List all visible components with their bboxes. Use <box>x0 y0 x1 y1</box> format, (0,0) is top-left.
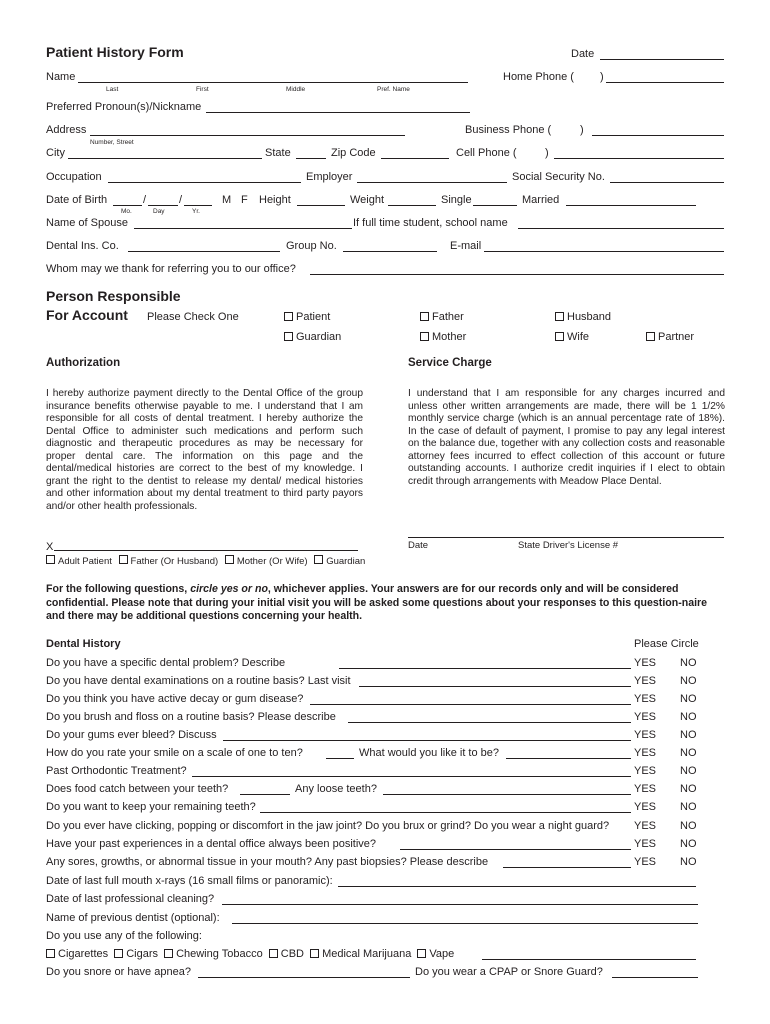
dob-slash-2: / <box>179 194 183 206</box>
employer-label: Employer <box>306 171 353 183</box>
no-option[interactable]: NO <box>680 765 697 777</box>
no-option[interactable]: NO <box>680 657 697 669</box>
yes-option[interactable]: YES <box>634 657 657 669</box>
question-text: How do you rate your smile on a scale of one to ten? <box>46 747 303 759</box>
spouse-field[interactable] <box>134 218 352 229</box>
no-option[interactable]: NO <box>680 675 697 687</box>
sex-m-option[interactable]: M <box>222 194 232 206</box>
page-title: Patient History Form <box>46 44 184 60</box>
instructions-text <box>46 583 727 624</box>
answer-field[interactable] <box>400 839 631 850</box>
snore-field[interactable] <box>198 967 410 978</box>
referral-field[interactable] <box>310 264 724 275</box>
option-label: Guardian <box>296 331 342 343</box>
cell-phone-label: Cell Phone ( <box>456 147 517 159</box>
option-label: Adult Patient <box>58 555 112 567</box>
caption-last: Last <box>106 86 119 93</box>
question-text: Do you want to keep your remaining teeth? <box>46 801 256 813</box>
no-option[interactable]: NO <box>680 856 697 868</box>
answer-field[interactable] <box>260 802 631 813</box>
option-label: Patient <box>296 311 331 323</box>
checkbox-icon <box>225 555 234 564</box>
employer-field[interactable] <box>357 172 507 183</box>
pronouns-label: Preferred Pronoun(s)/Nickname <box>46 101 202 113</box>
group-label: Group No. <box>286 240 337 252</box>
question-row <box>46 783 726 797</box>
yes-option[interactable]: YES <box>634 675 657 687</box>
email-field[interactable] <box>484 241 724 252</box>
checkbox-icon <box>114 949 123 958</box>
snore-label: Do you snore or have apnea? <box>46 966 191 978</box>
instructions-part2: , whichever applies. Your answers are for our records only and will be considered confidential. Please note that during your initial visit you will be asked some questions about your responses to this question-naire and there may be additional questions concerning your health. <box>46 583 708 622</box>
checkbox-icon <box>310 949 319 958</box>
single-field[interactable] <box>473 195 517 206</box>
question-row <box>46 856 726 870</box>
yes-option[interactable]: YES <box>634 693 657 705</box>
question-text: Do you have dental examinations on a routine basis? Last visit <box>46 675 351 687</box>
option-label: CBD <box>280 948 304 960</box>
name-label: Name <box>46 71 76 83</box>
answer-field[interactable] <box>359 676 631 687</box>
checkbox-signer-guardian[interactable] <box>314 556 365 567</box>
yes-option[interactable]: YES <box>634 729 657 741</box>
student-school-field[interactable] <box>518 218 724 229</box>
question-text: Do your gums ever bleed? Discuss <box>46 729 217 741</box>
cleaning-label: Date of last professional cleaning? <box>46 893 215 905</box>
caption-first: First <box>196 86 209 93</box>
business-phone-field[interactable] <box>592 125 724 136</box>
signature-mark: X <box>46 541 54 553</box>
zip-field[interactable] <box>381 148 449 159</box>
caption-yr: Yr. <box>192 208 200 215</box>
checkbox-husband[interactable] <box>555 311 611 323</box>
authorization-text: I hereby authorize payment directly to the Dental Office of the group insurance benefits otherwise payable to me. I understand that I am responsible for all costs of dental treatment. I hereby authorize the Dental Office to administer such medications and perform such diagnostic and therapeutic procedures as may be necessary for proper dental care. The information on this page and the dental/medical histories are correct to the best of my knowledge. I grant the right to the dentist to release my dental/ medical histories and other information about my dental treatment to third party payors and/or other health professionals. <box>46 388 363 512</box>
married-label: Married <box>522 194 560 206</box>
use-label: Do you use any of the following: <box>46 930 202 942</box>
xray-label: Date of last full mouth x-rays (16 small films or panoramic): <box>46 875 333 887</box>
caption-mo: Mo. <box>121 208 132 215</box>
option-label: Partner <box>658 331 695 343</box>
home-phone-close: ) <box>600 71 604 83</box>
instructions-emphasis: circle yes or no <box>190 583 268 595</box>
checkbox-icon <box>284 332 293 341</box>
service-charge-text: I understand that I am responsible for any charges incurred and unless other written arrangements are made, there will be 1 1/2% monthly service charge (which is an annual percentage rate of 18%). In the case of default of payment, I promise to pay any legal interest on the balance due, together with any collection costs and reasonable attorney fees incurred to effect collection of this account or future outstanding accounts. I authorize credit inquiries if I elect to obtain credit through arrangements with Meadow Place Dental. <box>408 388 725 487</box>
no-option[interactable]: NO <box>680 783 697 795</box>
city-label: City <box>46 147 65 159</box>
checkbox-icon <box>420 332 429 341</box>
option-label: Vape <box>429 948 455 960</box>
height-label: Height <box>259 194 291 206</box>
no-option[interactable]: NO <box>680 729 697 741</box>
question-text: Do you think you have active decay or gum disease? <box>46 693 304 705</box>
vape-field[interactable] <box>482 949 696 960</box>
dob-slash-1: / <box>143 194 147 206</box>
please-circle-label: Please Circle <box>634 638 699 650</box>
no-option[interactable]: NO <box>680 801 697 813</box>
checkbox-icon <box>46 555 55 564</box>
instructions-part1: For the following questions, <box>46 583 191 595</box>
authorization-title: Authorization <box>46 357 121 369</box>
pronouns-field[interactable] <box>206 102 470 113</box>
checkbox-partner[interactable] <box>646 331 694 343</box>
city-field[interactable] <box>68 148 262 159</box>
weight-label: Weight <box>350 194 385 206</box>
no-option[interactable]: NO <box>680 820 697 832</box>
question-text-second: Any loose teeth? <box>295 783 377 795</box>
prev-dentist-field[interactable] <box>232 913 698 924</box>
yes-option[interactable]: YES <box>634 838 657 850</box>
checkbox-icon <box>555 312 564 321</box>
xray-field[interactable] <box>338 876 696 887</box>
single-label: Single <box>441 194 472 206</box>
question-text-second: What would you like it to be? <box>359 747 500 759</box>
checkbox-mother[interactable] <box>420 331 466 343</box>
cpap-label: Do you wear a CPAP or Snore Guard? <box>415 966 603 978</box>
cleaning-field[interactable] <box>222 894 698 905</box>
yes-option[interactable]: YES <box>634 711 657 723</box>
question-row <box>46 729 726 743</box>
question-row <box>46 820 726 834</box>
yes-option[interactable]: YES <box>634 747 657 759</box>
prev-dentist-row <box>46 912 726 926</box>
xray-row <box>46 875 726 889</box>
address-field[interactable] <box>90 125 405 136</box>
checkbox-icon <box>46 949 55 958</box>
cell-phone-field[interactable] <box>554 148 724 159</box>
yes-option[interactable]: YES <box>634 765 657 777</box>
checkbox-icon <box>417 949 426 958</box>
checkbox-mother-or-wife[interactable] <box>225 556 308 567</box>
snore-row <box>46 966 726 980</box>
caption-middle: Middle <box>286 86 306 93</box>
service-date-label: Date <box>408 540 429 551</box>
occupation-label: Occupation <box>46 171 102 183</box>
height-field[interactable] <box>297 195 345 206</box>
question-text: Any sores, growths, or abnormal tissue in your mouth? Any past biopsies? Please describe <box>46 856 489 868</box>
dental-history-title: Dental History <box>46 638 121 650</box>
referral-label: Whom may we thank for referring you to our office? <box>46 263 296 275</box>
answer-field[interactable] <box>310 694 631 705</box>
question-text: Have your past experiences in a dental office always been positive? <box>46 838 376 850</box>
name-field[interactable] <box>78 72 468 83</box>
checkbox-medical-marijuana[interactable] <box>310 948 411 960</box>
answer-field[interactable] <box>339 658 631 669</box>
question-text: Do you have a specific dental problem? Describe <box>46 657 286 669</box>
answer-field[interactable] <box>192 766 631 777</box>
home-phone-field[interactable] <box>606 72 724 83</box>
checkbox-cigars[interactable] <box>114 948 158 960</box>
service-charge-title: Service Charge <box>408 357 492 369</box>
signer-options <box>46 555 365 567</box>
use-row <box>46 930 726 944</box>
no-option[interactable]: NO <box>680 747 697 759</box>
checkbox-icon <box>119 555 128 564</box>
option-label: Cigars <box>126 948 158 960</box>
checkbox-patient[interactable] <box>284 311 330 323</box>
question-row <box>46 693 726 707</box>
caption-number-street: Number, Street <box>90 139 134 146</box>
question-text: Does food catch between your teeth? <box>46 783 229 795</box>
dob-year-field[interactable] <box>184 195 212 206</box>
question-row <box>46 838 726 852</box>
state-label: State <box>265 147 291 159</box>
question-text: Do you ever have clicking, popping or discomfort in the jaw joint? Do you brux or grind? Do you wear a night guard? <box>46 820 610 832</box>
checkbox-father-or-husband[interactable] <box>119 556 219 567</box>
checkbox-father[interactable] <box>420 311 464 323</box>
dob-day-field[interactable] <box>148 195 178 206</box>
checkbox-icon <box>314 555 323 564</box>
question-row <box>46 657 726 671</box>
question-text: Do you brush and floss on a routine basis? Please describe <box>46 711 336 723</box>
yes-option[interactable]: YES <box>634 801 657 813</box>
option-label: Wife <box>567 331 589 343</box>
weight-field[interactable] <box>388 195 436 206</box>
ins-label: Dental Ins. Co. <box>46 240 119 252</box>
answer-field[interactable] <box>240 784 290 795</box>
ins-field[interactable] <box>128 241 280 252</box>
checkbox-icon <box>555 332 564 341</box>
answer-field[interactable] <box>223 730 631 741</box>
checkbox-icon <box>646 332 655 341</box>
checkbox-chewing-tobacco[interactable] <box>164 948 263 960</box>
no-option[interactable]: NO <box>680 838 697 850</box>
license-label: State Driver's License # <box>518 540 619 551</box>
question-row <box>46 675 726 689</box>
cleaning-row <box>46 893 726 907</box>
answer-field[interactable] <box>348 712 631 723</box>
service-signature-line[interactable] <box>408 527 724 538</box>
option-label: Father <box>432 311 464 323</box>
ssn-field[interactable] <box>610 172 724 183</box>
answer-field[interactable] <box>506 748 631 759</box>
dob-month-field[interactable] <box>113 195 142 206</box>
checkbox-icon <box>269 949 278 958</box>
checkbox-icon <box>420 312 429 321</box>
question-row <box>46 711 726 725</box>
question-row <box>46 765 726 779</box>
option-label: Husband <box>567 311 612 323</box>
question-row <box>46 747 726 761</box>
checkbox-icon <box>284 312 293 321</box>
ssn-label: Social Security No. <box>512 171 605 183</box>
checkbox-wife[interactable] <box>555 331 589 343</box>
checkbox-cigarettes[interactable] <box>46 948 108 960</box>
option-label: Father (Or Husband) <box>130 555 219 567</box>
home-phone-label: Home Phone ( <box>503 71 574 83</box>
cell-phone-close: ) <box>545 147 549 159</box>
caption-day: Day <box>153 208 165 215</box>
signature-field[interactable] <box>54 540 358 551</box>
business-phone-close: ) <box>580 124 584 136</box>
caption-pref-name: Pref. Name <box>377 86 410 93</box>
option-label: Mother <box>432 331 467 343</box>
no-option[interactable]: NO <box>680 693 697 705</box>
option-label: Guardian <box>326 555 366 567</box>
rating-field[interactable] <box>326 748 354 759</box>
checkbox-icon <box>164 949 173 958</box>
spouse-label: Name of Spouse <box>46 217 128 229</box>
prev-dentist-label: Name of previous dentist (optional): <box>46 912 220 924</box>
date-label: Date <box>571 48 595 60</box>
responsible-title-line2: For Account <box>46 307 128 323</box>
responsible-title-line1: Person Responsible <box>46 288 181 304</box>
answer-field[interactable] <box>503 857 631 868</box>
question-text: Past Orthodontic Treatment? <box>46 765 187 777</box>
yes-option[interactable]: YES <box>634 783 657 795</box>
zip-label: Zip Code <box>331 147 376 159</box>
substance-options <box>46 948 454 960</box>
question-row <box>46 801 726 815</box>
answer-field[interactable] <box>383 784 631 795</box>
occupation-field[interactable] <box>108 172 301 183</box>
substances-row <box>46 948 726 962</box>
yes-option[interactable]: YES <box>634 820 657 832</box>
student-label: If full time student, school name <box>353 217 508 229</box>
date-field[interactable] <box>600 49 724 60</box>
responsible-instruction: Please Check One <box>147 311 239 323</box>
state-field[interactable] <box>296 148 326 159</box>
group-field[interactable] <box>343 241 437 252</box>
checkbox-guardian[interactable] <box>284 331 341 343</box>
email-label: E-mail <box>450 240 482 252</box>
sex-f-option[interactable]: F <box>241 194 248 206</box>
cpap-field[interactable] <box>612 967 698 978</box>
yes-option[interactable]: YES <box>634 856 657 868</box>
married-field[interactable] <box>566 195 696 206</box>
checkbox-cbd[interactable] <box>269 948 304 960</box>
dob-label: Date of Birth <box>46 194 108 206</box>
address-label: Address <box>46 124 87 136</box>
checkbox-adult-patient[interactable] <box>46 556 112 567</box>
option-label: Medical Marijuana <box>322 948 412 960</box>
option-label: Mother (Or Wife) <box>236 555 308 567</box>
checkbox-vape[interactable] <box>417 948 454 960</box>
option-label: Chewing Tobacco <box>176 948 263 960</box>
option-label: Cigarettes <box>58 948 109 960</box>
no-option[interactable]: NO <box>680 711 697 723</box>
business-phone-label: Business Phone ( <box>465 124 552 136</box>
